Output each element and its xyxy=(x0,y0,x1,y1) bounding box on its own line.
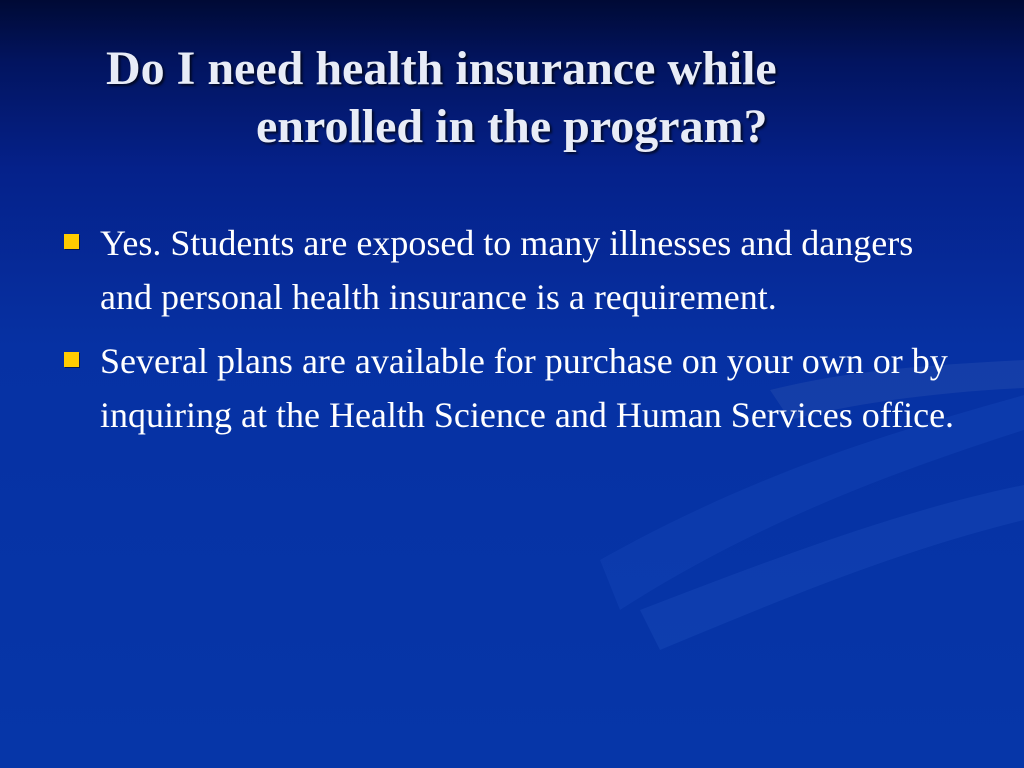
slide-title xyxy=(60,40,960,156)
square-bullet-icon xyxy=(64,234,79,249)
bullet-item-insurance-plans xyxy=(62,334,962,442)
bullet-list xyxy=(62,216,962,452)
slide-title-line-1: Do I need health insurance while xyxy=(106,42,777,95)
bullet-text: Several plans are available for purchase on your own or by inquiring at the Health Science and Human Services office. xyxy=(100,341,955,435)
slide-title-line-2: enrolled in the program? xyxy=(256,100,768,153)
square-bullet-icon xyxy=(64,352,79,367)
bullet-item-health-insurance-required xyxy=(62,216,962,324)
bullet-text: Yes. Students are exposed to many illnesses and dangers and personal health insurance is a requirement. xyxy=(100,223,914,317)
